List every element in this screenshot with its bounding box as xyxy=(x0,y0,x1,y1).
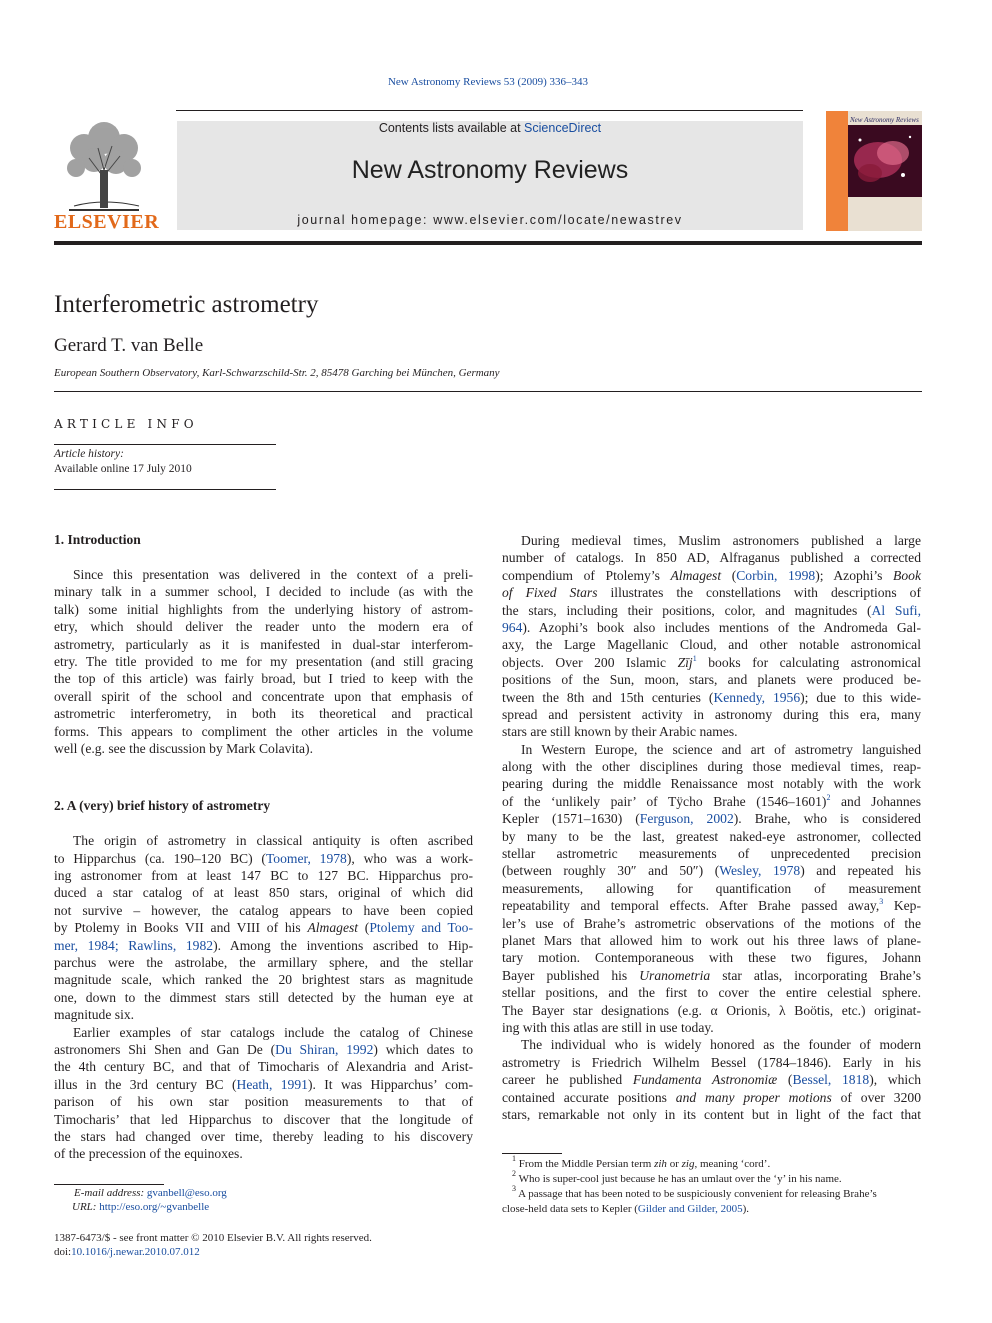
text-line: In Western Europe, the science and art of astrometry languished xyxy=(521,741,921,757)
homepage-link[interactable]: http://eso.org/~gvanbelle xyxy=(99,1201,210,1213)
section-heading-history: 2. A (very) brief history of astrometry xyxy=(54,798,271,814)
intro-paragraph xyxy=(54,566,473,757)
left-column xyxy=(54,531,473,1163)
journal-reference-link[interactable]: New Astronomy Reviews 53 (2009) 336–343 xyxy=(387,76,589,88)
text-line: the stars, including their positions, color, and magnitudes (Al Sufi, xyxy=(502,602,921,618)
text-line: tween the 8th and 15th centuries (Kennedy, 1956); due to this wide- xyxy=(502,689,921,705)
text-line: ing with this atlas are still in use today. xyxy=(502,1019,714,1035)
text-line: forms. This appears to compliment the other articles in the volume xyxy=(54,723,473,739)
text-line: Timocharis’ that led Hipparchus to discover that the longitude of xyxy=(54,1111,473,1127)
text-line: of the ‘unlikely pair’ of Tÿcho Brahe (1546–1601)$^2$ and Johannes xyxy=(502,792,921,809)
text-line: pearing during the middle Renaissance most notably with the work xyxy=(502,776,921,792)
text-line: contained accurate positions and many proper motions of over 3200 xyxy=(502,1089,921,1105)
article-info-rule-top xyxy=(54,444,276,445)
text-line: overall spirit of the school and concentrate upon that emphasis of xyxy=(54,688,473,704)
text-line: astrometric interferometry, in both its theoretical and practical xyxy=(54,706,473,722)
text-line: planet Mars that allowed him to work out his three laws of plane- xyxy=(502,932,921,948)
text-line: astronomers Shi Shen and Gan De (Du Shiran, 1992) which dates to xyxy=(54,1041,473,1057)
citation-link[interactable]: Du Shiran, 1992 xyxy=(275,1041,374,1057)
text-line: magnitude scale, which ranked the 20 brightest stars as magnitude xyxy=(54,972,473,988)
text-line: stars are still known by their Arabic names. xyxy=(502,724,738,740)
footnote-ref-1[interactable]: 1 xyxy=(692,653,697,663)
author-affiliation: European Southern Observatory, Karl-Schwarzschild-Str. 2, 85478 Garching bei München, Germany xyxy=(54,367,500,379)
text-line: one, down to the dimmest stars still detected by the human eye at xyxy=(54,989,473,1005)
citation-link[interactable]: Toomer, 1978 xyxy=(265,850,347,866)
article-info-heading: ARTICLE INFO xyxy=(54,417,198,431)
text-line: ler’s use of Brahe’s astrometric observations of the motions of the xyxy=(502,915,921,931)
article-info-rule-bottom xyxy=(54,489,276,490)
text-line: the stars had changed over time, thereby leading to his discovery xyxy=(54,1128,473,1144)
text-line: ing astronomer from at least 147 BC to 127 BC. Hipparchus pro- xyxy=(54,868,473,884)
available-online: Available online 17 July 2010 xyxy=(54,463,192,475)
text-line: measurements, allowing for quantification of measurement xyxy=(502,880,921,896)
text-line: stellar astrometric measurements of unprecedented precision xyxy=(502,846,921,862)
text-line: etry. The title provided to me for my presentation (and still gracing xyxy=(54,653,473,669)
text-line: objects. Over 200 Islamic Zīj$^1$ books for calculating astronomical xyxy=(502,653,921,670)
text-line: of the precession of the equinoxes. xyxy=(54,1146,243,1162)
doi-line: doi:10.1016/j.newar.2010.07.012 xyxy=(54,1246,200,1259)
text-line: well (e.g. see the discussion by Mark Colavita). xyxy=(54,740,313,756)
text-line: positions of the Sun, moon, stars, and planets were produced be- xyxy=(502,672,921,688)
sciencedirect-link[interactable]: ScienceDirect xyxy=(524,121,602,135)
citation-link[interactable]: Gilder and Gilder, 2005 xyxy=(637,1202,743,1215)
text-line: minary talk in a summer school, I decided to include (as with the xyxy=(54,584,473,600)
text-line: The Bayer star designations (e.g. α Orionis, λ Boötis, etc.) originat- xyxy=(502,1002,921,1018)
text-line: compendium of Ptolemy’s Almagest (Corbin, 1998); Azophi’s Book xyxy=(502,567,921,583)
citation-link[interactable]: 964 xyxy=(502,619,523,635)
text-line: along with the other disciplines during those medieval times, reap- xyxy=(502,759,921,775)
text-line: Since this presentation was delivered in the context of a preli- xyxy=(73,567,473,582)
text-line: etry, which should deliver the reader unto the modern era of xyxy=(54,619,473,635)
title-rule xyxy=(54,391,922,392)
footnote-ref-3[interactable]: 3 xyxy=(879,897,884,907)
footnote-1: $^1$ From the Middle Persian term zih or zig, meaning ‘cord’. xyxy=(512,1154,771,1170)
url-footnote: URL: http://eso.org/~gvanbelle xyxy=(72,1201,210,1213)
text-line: astrometry, particularly as it is manifested in dual-star interferom- xyxy=(54,636,473,652)
footnote-rule-left xyxy=(54,1184,164,1185)
header-rule xyxy=(176,110,803,111)
article-history-label: Article history: xyxy=(54,448,124,460)
email-footnote: E-mail address: gvanbell@eso.org xyxy=(74,1187,227,1199)
text-line: repeatability and temporal effects. After Brahe passed away,$^3$ Kep- xyxy=(502,897,922,914)
text-line: duced a star catalog of at least 850 stars, original of which did xyxy=(54,885,473,901)
text-line: 964). Azophi’s book also includes mentions of the Andromeda Gal- xyxy=(502,619,921,635)
cover-title: New Astronomy Reviews xyxy=(850,116,919,124)
text-line: The individual who is widely honored as the founder of modern xyxy=(521,1037,921,1053)
text-line: not survive – however, the catalog appears to have been copied xyxy=(54,902,473,918)
text-line: parison of his own star position measurements to that of xyxy=(54,1094,473,1110)
doi-link[interactable]: 10.1016/j.newar.2010.07.012 xyxy=(71,1246,200,1259)
right-column xyxy=(502,532,921,1123)
email-link[interactable]: gvanbell@eso.org xyxy=(146,1187,227,1199)
text-line: talk) some initial highlights from the underlying history of astrom- xyxy=(54,601,473,617)
medieval-paragraph xyxy=(502,532,921,741)
article-title: Interferometric astrometry xyxy=(54,291,319,318)
elsevier-wordmark: ELSEVIER xyxy=(54,211,160,233)
text-line: the top of this article) was fairly broad, but I tried to keep with the xyxy=(54,671,473,687)
text-line: illus in the 3rd century BC (Heath, 1991). It was Hipparchus’ com- xyxy=(54,1076,473,1092)
text-line: During medieval times, Muslim astronomers published a large xyxy=(521,533,921,548)
article-author: Gerard T. van Belle xyxy=(54,335,204,356)
homepage-url[interactable]: www.elsevier.com/locate/newastrev xyxy=(433,213,683,227)
copyright-line: 1387-6473/$ - see front matter © 2010 Elsevier B.V. All rights reserved. xyxy=(54,1232,372,1244)
renaissance-paragraph xyxy=(502,741,921,1037)
text-line: by Ptolemy in Books VII and VIII of his Almagest (Ptolemy and Too- xyxy=(54,920,473,936)
citation-link[interactable]: Kennedy, 1956 xyxy=(713,689,801,705)
history-paragraph-2 xyxy=(54,1024,473,1163)
citation-link[interactable]: Ptolemy and Too- xyxy=(369,920,473,936)
text-line: career he published Fundamenta Astronomiæ (Bessel, 1818), which xyxy=(502,1072,922,1088)
cover-nebula-image xyxy=(848,125,922,197)
citation-link[interactable]: mer, 1984; Rawlins, 1982 xyxy=(54,937,214,953)
journal-cover xyxy=(826,111,922,231)
text-line: stellar positions, and the first to cover the entire celestial sphere. xyxy=(502,985,921,1001)
text-line: astrometry is Friedrich Wilhelm Bessel (1784–1846). Early in his xyxy=(502,1054,921,1070)
header-thick-rule xyxy=(54,241,922,245)
citation-link[interactable]: Heath, 1991 xyxy=(236,1076,308,1092)
text-line: to Hipparchus (ca. 190–120 BC) (Toomer, 1978), who was a work- xyxy=(54,850,473,866)
text-line: the 4th century BC, and that of Timocharis of Alexandria and Arist- xyxy=(54,1059,473,1075)
text-line: The origin of astrometry in classical antiquity is often ascribed xyxy=(73,833,473,849)
citation-link[interactable]: Bessel, 1818 xyxy=(792,1072,870,1088)
citation-link[interactable]: Ferguson, 2002 xyxy=(639,811,734,827)
copyright-block xyxy=(54,1231,372,1259)
journal-homepage: journal homepage: www.elsevier.com/locate/newastrev xyxy=(297,213,683,227)
bessel-paragraph xyxy=(502,1036,921,1123)
text-line: stars, remarkable not only in its content but in light of the fact that xyxy=(502,1106,921,1122)
text-line: spread and persistent activity in astronomy during this era, many xyxy=(502,706,921,722)
history-paragraph-1 xyxy=(54,832,473,1023)
footnote-2: $^2$ Who is super-cool just because he has an umlaut over the ‘y’ in his name. xyxy=(512,1169,842,1185)
text-line: by many to be the last, greatest naked-eye astronomer, collected xyxy=(502,828,921,844)
text-line: axy, the Large Magellanic Cloud, and other notable astronomical xyxy=(502,637,921,653)
citation-link[interactable]: Wesley, 1978 xyxy=(719,863,801,879)
text-line: of Fixed Stars illustrates the constellations with descriptions of xyxy=(502,585,921,601)
text-line: tary motion. Contemporaneous with these two figures, Johann xyxy=(502,950,921,966)
journal-title: New Astronomy Reviews xyxy=(351,156,629,184)
footnote-ref-2[interactable]: 2 xyxy=(826,792,831,802)
text-line: (between roughly 30″ and 50″) (Wesley, 1978) and repeated his xyxy=(502,863,921,879)
section-heading-introduction: 1. Introduction xyxy=(54,532,141,547)
text-line: parchus were the astrolabe, the armillary sphere, and the stellar xyxy=(54,955,473,971)
journal-reference[interactable] xyxy=(0,76,976,88)
footnote-3: $^3$ A passage that has been noted to be suspiciously convenient for releasing Brahe’s close-held data sets to Kepler (Gilder and Gilder, 2005). xyxy=(502,1184,877,1215)
text-line: Bayer published his Uranometria star atlas, incorporating Brahe’s xyxy=(502,967,921,983)
contents-line: Contents lists available at ScienceDirect xyxy=(378,121,602,135)
text-line: number of catalogs. In 850 AD, Alfraganus published a corrected xyxy=(502,550,921,566)
text-line: Earlier examples of star catalogs include the catalog of Chinese xyxy=(73,1024,473,1040)
text-line: mer, 1984; Rawlins, 1982). Among the inventions ascribed to Hip- xyxy=(54,937,474,953)
citation-link[interactable]: Corbin, 1998 xyxy=(736,567,816,583)
citation-link[interactable]: Al Sufi, xyxy=(871,602,921,618)
text-line: magnitude six. xyxy=(54,1007,135,1023)
text-line: Kepler (1571–1630) (Ferguson, 2002). Brahe, who is considered xyxy=(502,811,921,827)
